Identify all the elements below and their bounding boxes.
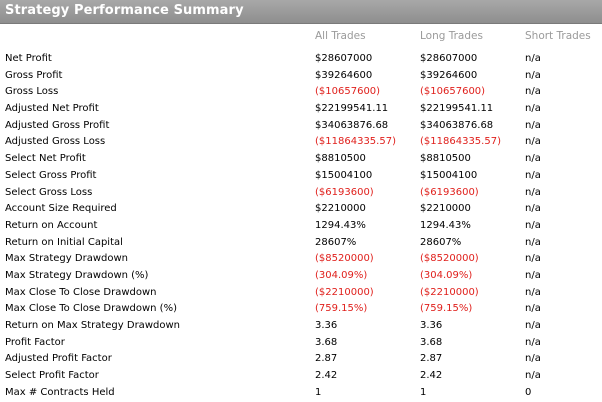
short-trades-value: n/a — [525, 169, 541, 181]
row-label: Return on Max Strategy Drawdown — [5, 320, 180, 331]
page-title: Strategy Performance Summary — [5, 3, 244, 18]
long-trades-value: $15004100 — [420, 169, 478, 181]
short-trades-value: n/a — [525, 119, 541, 131]
row-label: Account Size Required — [5, 203, 117, 215]
all-trades-value: (759.15%) — [315, 303, 368, 315]
all-trades-value: $15004100 — [315, 169, 373, 181]
long-trades-value: (759.15%) — [420, 303, 473, 315]
all-trades-value: ($11864335.57) — [315, 136, 396, 148]
short-trades-value: n/a — [525, 370, 541, 382]
long-trades-value: ($10657600) — [420, 86, 486, 98]
row-label: Adjusted Profit Factor — [5, 353, 112, 365]
table-row — [0, 186, 602, 203]
table-row — [0, 269, 602, 286]
short-trades-value: n/a — [525, 186, 541, 198]
column-header-long-trades: Long Trades — [420, 30, 483, 42]
all-trades-value: ($6193600) — [315, 186, 374, 198]
row-label: Select Profit Factor — [5, 370, 99, 382]
long-trades-value: ($11864335.57) — [420, 136, 501, 148]
all-trades-value: $28607000 — [315, 53, 373, 64]
all-trades-value: ($2210000) — [315, 286, 374, 298]
column-header-short-trades: Short Trades — [525, 30, 591, 42]
long-trades-value: 2.42 — [420, 370, 443, 382]
long-trades-value: (304.09%) — [420, 269, 473, 281]
all-trades-value: 1294.43% — [315, 219, 366, 231]
all-trades-value: (304.09%) — [315, 269, 368, 281]
all-trades-value: $22199541.11 — [315, 103, 389, 115]
all-trades-value: ($10657600) — [315, 86, 381, 98]
short-trades-value: n/a — [525, 53, 541, 64]
all-trades-value: $8810500 — [315, 153, 366, 165]
short-trades-value: n/a — [525, 303, 541, 315]
all-trades-value: 2.42 — [315, 370, 338, 382]
table-row — [0, 352, 602, 369]
short-trades-value: n/a — [525, 203, 541, 215]
short-trades-value: n/a — [525, 336, 541, 348]
row-label: Max Close To Close Drawdown — [5, 286, 157, 298]
all-trades-value: ($8520000) — [315, 253, 374, 265]
table-row — [0, 102, 602, 119]
row-label: Max Strategy Drawdown (%) — [5, 269, 149, 281]
short-trades-value: n/a — [525, 236, 541, 248]
long-trades-value: $28607000 — [420, 53, 478, 64]
long-trades-value: ($2210000) — [420, 286, 479, 298]
long-trades-value: $2210000 — [420, 203, 471, 215]
row-label: Adjusted Gross Profit — [5, 119, 110, 131]
all-trades-value: $39264600 — [315, 69, 373, 81]
long-trades-value: 28607% — [420, 236, 462, 248]
table-row — [0, 135, 602, 152]
long-trades-value: 3.36 — [420, 320, 443, 331]
row-label: Gross Loss — [5, 86, 59, 98]
long-trades-value: $34063876.68 — [420, 119, 494, 131]
all-trades-value: 2.87 — [315, 353, 338, 365]
short-trades-value: n/a — [525, 136, 541, 148]
row-label: Select Gross Profit — [5, 169, 97, 181]
table-row — [0, 169, 602, 186]
row-label: Max Close To Close Drawdown (%) — [5, 303, 177, 315]
table-row — [0, 286, 602, 303]
short-trades-value: n/a — [525, 103, 541, 115]
performance-table — [0, 52, 602, 402]
table-row — [0, 69, 602, 86]
all-trades-value: 28607% — [315, 236, 357, 248]
all-trades-value: $34063876.68 — [315, 119, 389, 131]
table-row — [0, 85, 602, 102]
table-row — [0, 219, 602, 236]
all-trades-value: 3.36 — [315, 320, 338, 331]
table-row — [0, 319, 602, 336]
long-trades-value: ($6193600) — [420, 186, 479, 198]
short-trades-value: n/a — [525, 219, 541, 231]
long-trades-value: $39264600 — [420, 69, 478, 81]
short-trades-value: n/a — [525, 353, 541, 365]
all-trades-value: 3.68 — [315, 336, 338, 348]
long-trades-value: $22199541.11 — [420, 103, 494, 115]
long-trades-value: ($8520000) — [420, 253, 479, 265]
table-row — [0, 252, 602, 269]
table-row — [0, 119, 602, 136]
short-trades-value: n/a — [525, 153, 541, 165]
short-trades-value: n/a — [525, 286, 541, 298]
table-row — [0, 52, 602, 69]
short-trades-value: 0 — [525, 386, 532, 398]
long-trades-value: 3.68 — [420, 336, 443, 348]
short-trades-value: n/a — [525, 253, 541, 265]
table-row — [0, 302, 602, 319]
row-label: Adjusted Gross Loss — [5, 136, 106, 148]
row-label: Net Profit — [5, 53, 52, 64]
row-label: Gross Profit — [5, 69, 63, 81]
row-label: Max Strategy Drawdown — [5, 253, 128, 265]
row-label: Adjusted Net Profit — [5, 103, 99, 115]
row-label: Profit Factor — [5, 336, 65, 348]
table-row — [0, 202, 602, 219]
table-row — [0, 369, 602, 386]
column-header-all-trades: All Trades — [315, 30, 366, 42]
short-trades-value: n/a — [525, 269, 541, 281]
table-row — [0, 336, 602, 353]
row-label: Return on Initial Capital — [5, 236, 123, 248]
short-trades-value: n/a — [525, 69, 541, 81]
table-row — [0, 152, 602, 169]
short-trades-value: n/a — [525, 86, 541, 98]
all-trades-value: $2210000 — [315, 203, 366, 215]
title-bar — [0, 0, 602, 24]
row-label: Return on Account — [5, 219, 98, 231]
row-label: Select Net Profit — [5, 153, 86, 165]
long-trades-value: $8810500 — [420, 153, 471, 165]
row-label: Select Gross Loss — [5, 186, 93, 198]
table-row — [0, 236, 602, 253]
row-label: Max # Contracts Held — [5, 386, 115, 398]
all-trades-value: 1 — [315, 386, 322, 398]
long-trades-value: 2.87 — [420, 353, 443, 365]
long-trades-value: 1294.43% — [420, 219, 471, 231]
short-trades-value: n/a — [525, 320, 541, 331]
long-trades-value: 1 — [420, 386, 427, 398]
